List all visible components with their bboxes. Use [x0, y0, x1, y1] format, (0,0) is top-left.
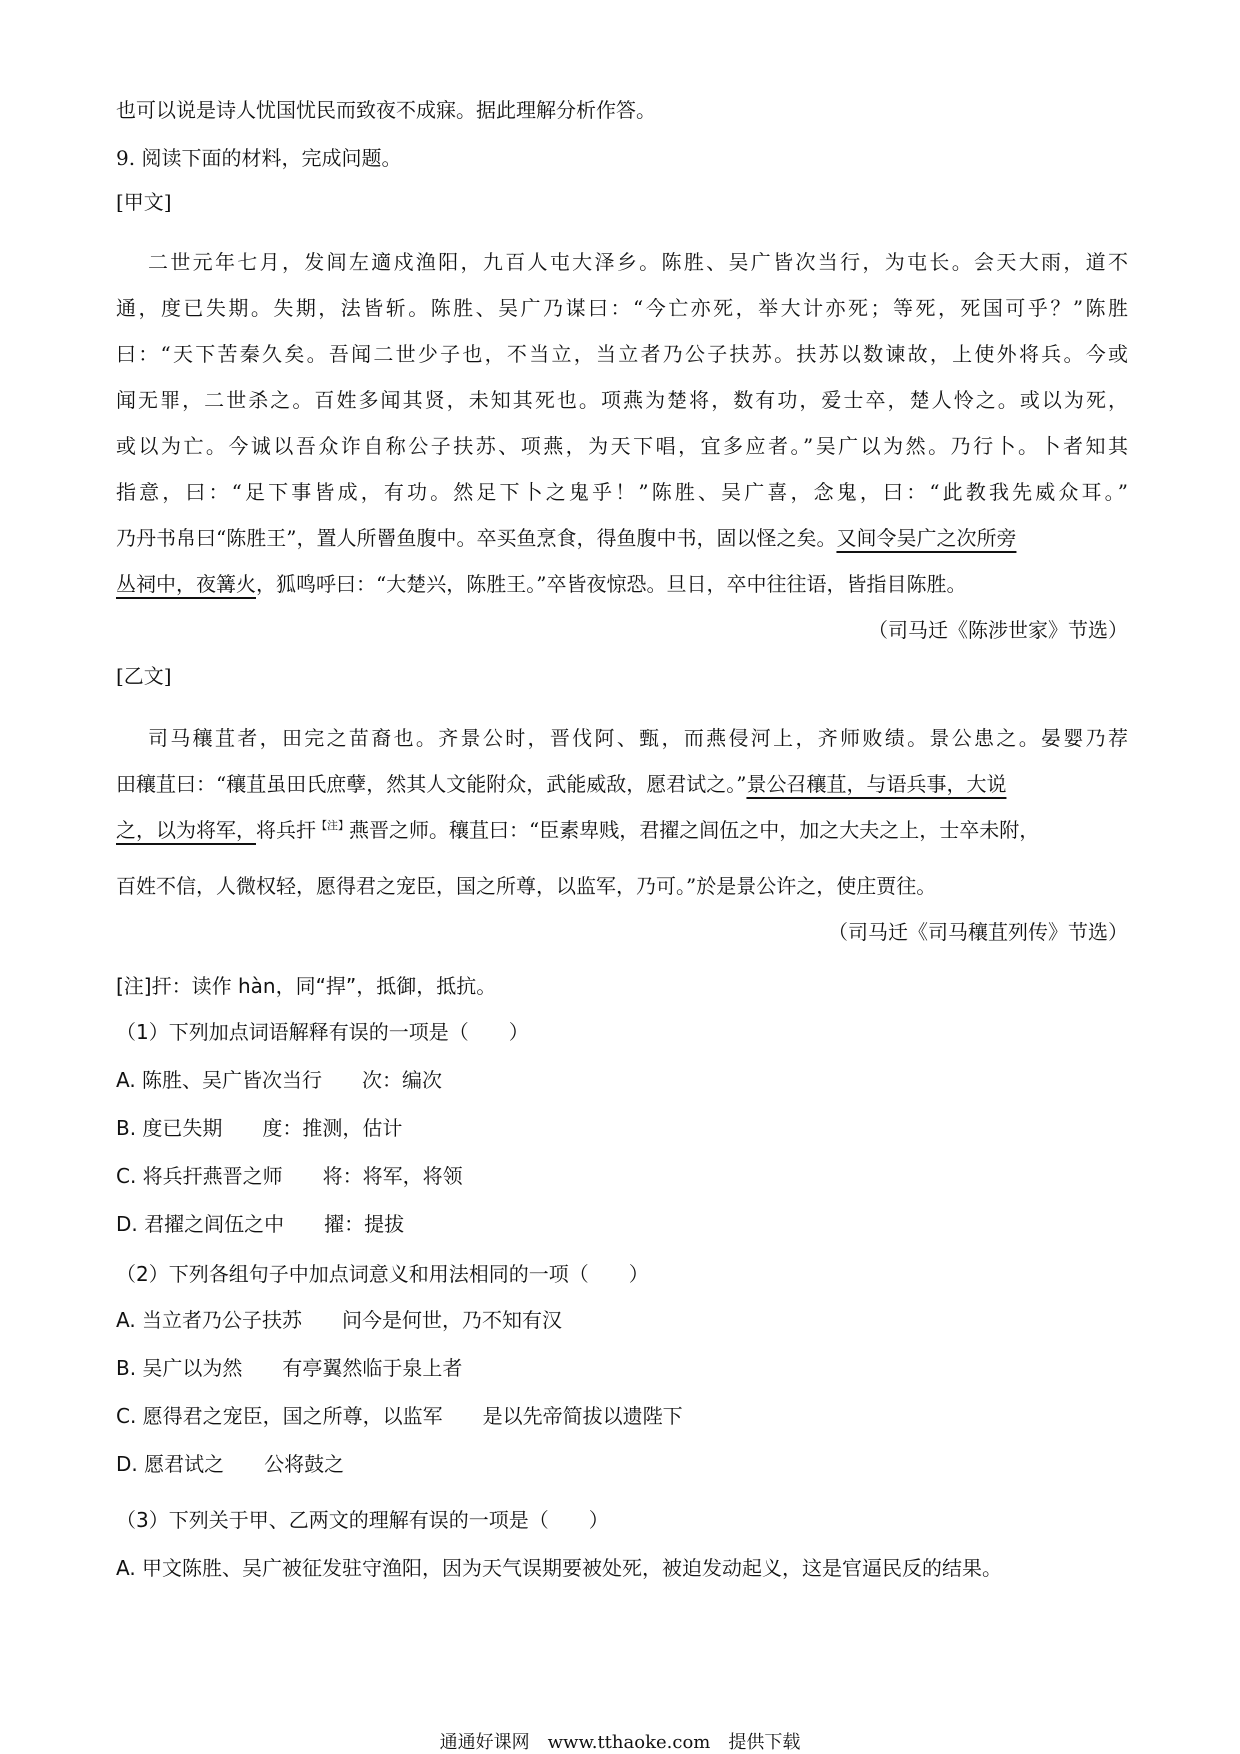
passage-line: 曰：“天下苦秦久矣。吾闻二世少子也，不当立，当立者乃公子扶苏。扶苏以数谏故，上使外将兵。今或	[116, 342, 1128, 366]
passage-text: 乃丹书帛曰“陈胜王”，置人所罾鱼腹中。卒买鱼烹食，得鱼腹中书，固以怪之矣。	[116, 526, 837, 550]
passage-line: 二世元年七月，发闾左適戍渔阳，九百人屯大泽乡。陈胜、吴广皆次当行，为屯长。会天大雨，道不	[148, 250, 1128, 274]
source-citation: （司马迁《陈涉世家》节选）	[868, 618, 1128, 642]
question-3-option-a: A. 甲文陈胜、吴广被征发驻守渔阳，因为天气误期要被处死，被迫发动起义，这是官逼民反的结果。	[116, 1556, 1003, 1580]
question-2-option-b: B. 吴广以为然 有亭翼然临于泉上者	[116, 1356, 463, 1380]
footnote: [注]扞：读作 hàn，同“捍”，抵御，抵抗。	[116, 974, 497, 998]
passage-label-jia: [甲文]	[116, 190, 172, 214]
question-heading: 9. 阅读下面的材料，完成问题。	[116, 146, 402, 170]
passage-label-yi: [乙文]	[116, 664, 172, 688]
passage-line	[116, 522, 1016, 551]
passage-line: 闻无罪，二世杀之。百姓多闻其贤，未知其死也。项燕为楚将，数有功，爱士卒，楚人怜之。或以为死，	[116, 388, 1128, 412]
page-footer: 通通好课网 www.tthaoke.com 提供下载	[439, 1732, 801, 1753]
passage-text: 田穰苴曰：“穰苴虽田氏庶孽，然其人文能附众，武能威敌，愿君试之。”	[116, 772, 747, 796]
passage-text: ，狐鸣呼曰：“大楚兴，陈胜王。”卒皆夜惊恐。旦日，卒中往往语，皆指目陈胜。	[256, 572, 967, 596]
question-1-option-c: C. 将兵扞燕晋之师 将：将军，将领	[116, 1164, 463, 1188]
question-2-stem: （2）下列各组句子中加点词意义和用法相同的一项（ ）	[116, 1262, 649, 1286]
question-1-stem: （1）下列加点词语解释有误的一项是（ ）	[116, 1020, 529, 1044]
passage-line: 通，度已失期。失期，法皆斩。陈胜、吴广乃谋曰：“今亡亦死，举大计亦死；等死，死国可乎？”陈胜	[116, 296, 1128, 320]
underlined-sentence: 景公召穰苴，与语兵事，大说	[746, 772, 1007, 796]
question-3-stem: （3）下列关于甲、乙两文的理解有误的一项是（ ）	[116, 1508, 609, 1532]
question-2-option-c: C. 愿得君之宠臣，国之所尊，以监军 是以先帝简拔以遗陛下	[116, 1404, 683, 1428]
passage-text: 燕晋之师。穰苴曰：“臣素卑贱，君擢之闾伍之中，加之大夫之上，士卒未附，	[349, 818, 1040, 842]
question-2-option-d: D. 愿君试之 公将鼓之	[116, 1452, 345, 1476]
passage-line	[116, 768, 1006, 797]
passage-line: 或以为亡。今诚以吾众诈自称公子扶苏、项燕，为天下唱，宜多应者。”吴广以为然。乃行卜。卜者知其	[116, 434, 1128, 458]
underlined-sentence: 丛祠中，夜篝火	[116, 572, 256, 596]
question-1-option-a: A. 陈胜、吴广皆次当行 次：编次	[116, 1068, 443, 1092]
passage-line: 司马穰苴者，田完之苗裔也。齐景公时，晋伐阿、甄，而燕侵河上，齐师败绩。景公患之。晏婴乃荐	[148, 726, 1128, 750]
passage-line	[116, 568, 966, 597]
passage-line: 百姓不信，人微权轻，愿得君之宠臣，国之所尊，以监军，乃可。”於是景公许之，使庄贾往。	[116, 874, 937, 898]
source-citation: （司马迁《司马穰苴列传》节选）	[828, 920, 1128, 944]
underlined-sentence: 又间令吴广之次所旁	[836, 526, 1017, 550]
passage-line: 指意，曰：“足下事皆成，有功。然足下卜之鬼乎！”陈胜、吴广喜，念鬼，曰：“此教我先威众耳。”	[116, 480, 1128, 504]
passage-line	[116, 814, 1039, 843]
question-1-option-d: D. 君擢之闾伍之中 擢：提拔	[116, 1212, 405, 1236]
note-marker: 【注】	[316, 819, 349, 832]
question-2-option-a: A. 当立者乃公子扶苏 问今是何世，乃不知有汉	[116, 1308, 563, 1332]
passage-text: 将兵扞	[256, 818, 316, 842]
underlined-sentence: 之，以为将军，	[116, 818, 256, 842]
question-1-option-b: B. 度已失期 度：推测，估计	[116, 1116, 403, 1140]
text-line: 也可以说是诗人忧国忧民而致夜不成寐。据此理解分析作答。	[116, 98, 656, 122]
